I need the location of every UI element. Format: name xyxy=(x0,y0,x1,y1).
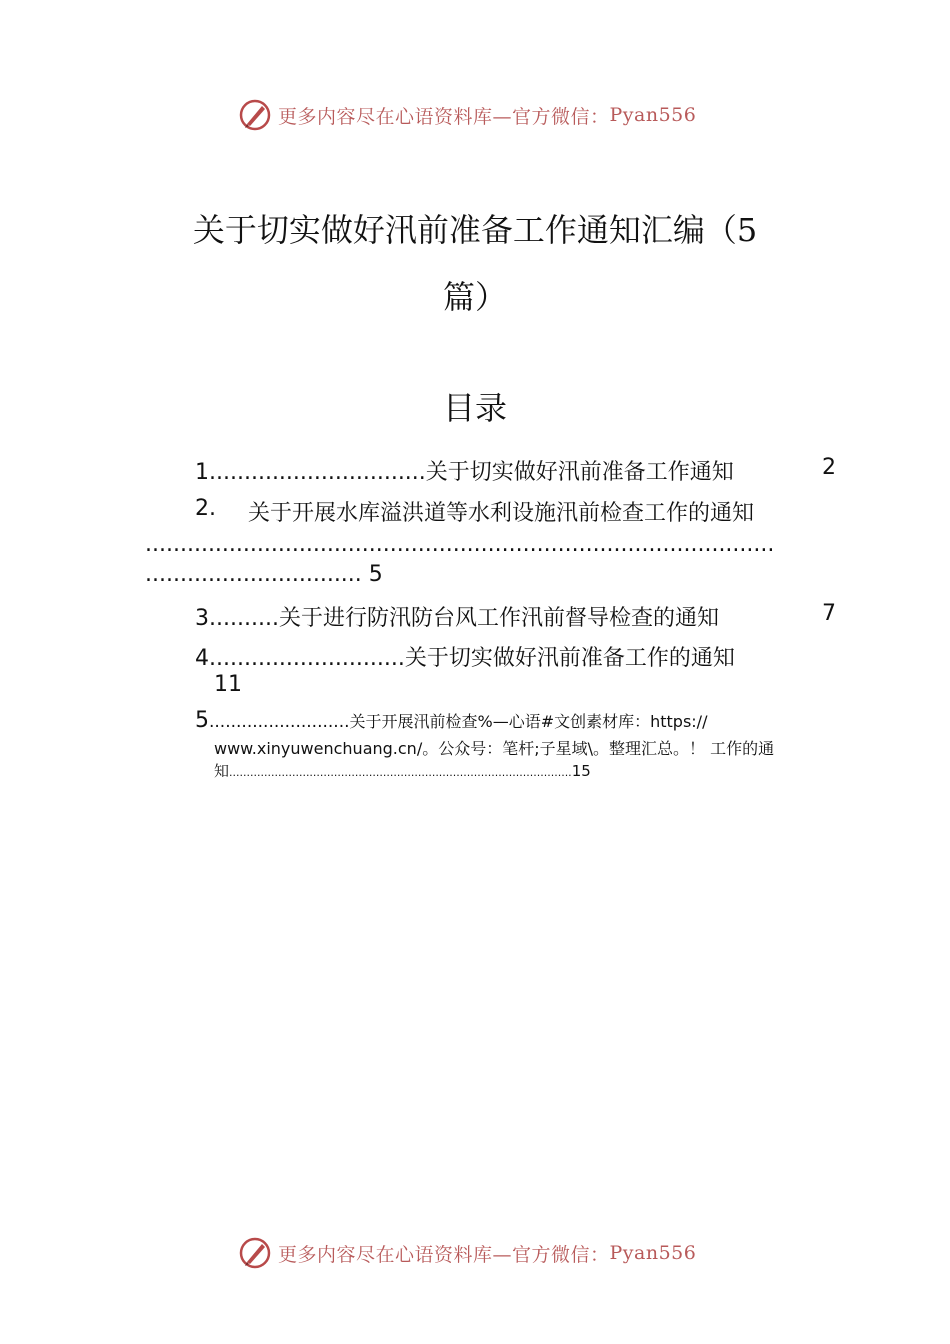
toc-leader: .......... xyxy=(209,606,279,631)
toc-item-1[interactable] xyxy=(195,455,734,486)
toc-item-5-line2: www.xinyuwenchuang.cn/。公众号：笔杆;子星域\。整理汇总。！ 工作的通 xyxy=(214,739,775,758)
watermark-text: 更多内容尽在心语资料库—官方微信： xyxy=(278,1243,610,1266)
toc-leader: .......................... xyxy=(209,712,350,732)
watermark-wechat-id: Pyan556 xyxy=(609,1242,697,1264)
toc-item-2-title[interactable]: 关于开展水库溢洪道等水利设施汛前检查工作的通知 xyxy=(248,501,755,526)
toc-item-5-line3: 知..................................................................................................15 xyxy=(214,762,591,780)
toc-item-4-page: 11 xyxy=(214,672,242,697)
toc-item-3-page: 7 xyxy=(822,601,836,626)
toc-heading: 目录 xyxy=(442,389,507,427)
toc-item-title-line1: 关于开展汛前检查%—心语#文创素材库：https:// xyxy=(349,712,708,731)
toc-item-number: 4 xyxy=(195,646,209,671)
pen-circle-logo-icon xyxy=(238,1236,272,1270)
watermark-wechat-id: Pyan556 xyxy=(609,104,697,126)
toc-leader: ............................... xyxy=(209,460,426,485)
toc-item-3[interactable] xyxy=(195,601,719,632)
toc-leader: ............................ xyxy=(209,646,405,671)
toc-item-number: 5 xyxy=(195,708,209,733)
bottom-watermark-banner xyxy=(0,1233,950,1273)
toc-item-title: 关于切实做好汛前准备工作的通知 xyxy=(404,646,735,671)
toc-item-title: 关于进行防汛防台风工作汛前督导检查的通知 xyxy=(278,606,719,631)
toc-item-2-number: 2. xyxy=(195,496,216,521)
watermark-text: 更多内容尽在心语资料库—官方微信： xyxy=(278,105,610,128)
toc-item-number: 1 xyxy=(195,460,209,485)
document-title-line2: 篇） xyxy=(442,278,507,316)
pen-circle-logo-icon xyxy=(238,98,272,132)
toc-item-2-leader-2: ............................... 5 xyxy=(145,562,383,587)
toc-item-4[interactable] xyxy=(195,641,735,672)
toc-item-2-leader-1: .......................................................................................... xyxy=(145,532,775,557)
toc-item-5-page: 15 xyxy=(571,762,591,780)
toc-item-1-page: 2 xyxy=(822,455,836,480)
document-title-line1: 关于切实做好汛前准备工作通知汇编（5 xyxy=(192,211,758,249)
toc-item-number: 3 xyxy=(195,606,209,631)
top-watermark-banner xyxy=(0,95,950,135)
toc-item-5[interactable] xyxy=(195,708,707,733)
toc-item-2-page: 5 xyxy=(368,562,383,587)
toc-item-title: 关于切实做好汛前准备工作通知 xyxy=(425,460,734,485)
